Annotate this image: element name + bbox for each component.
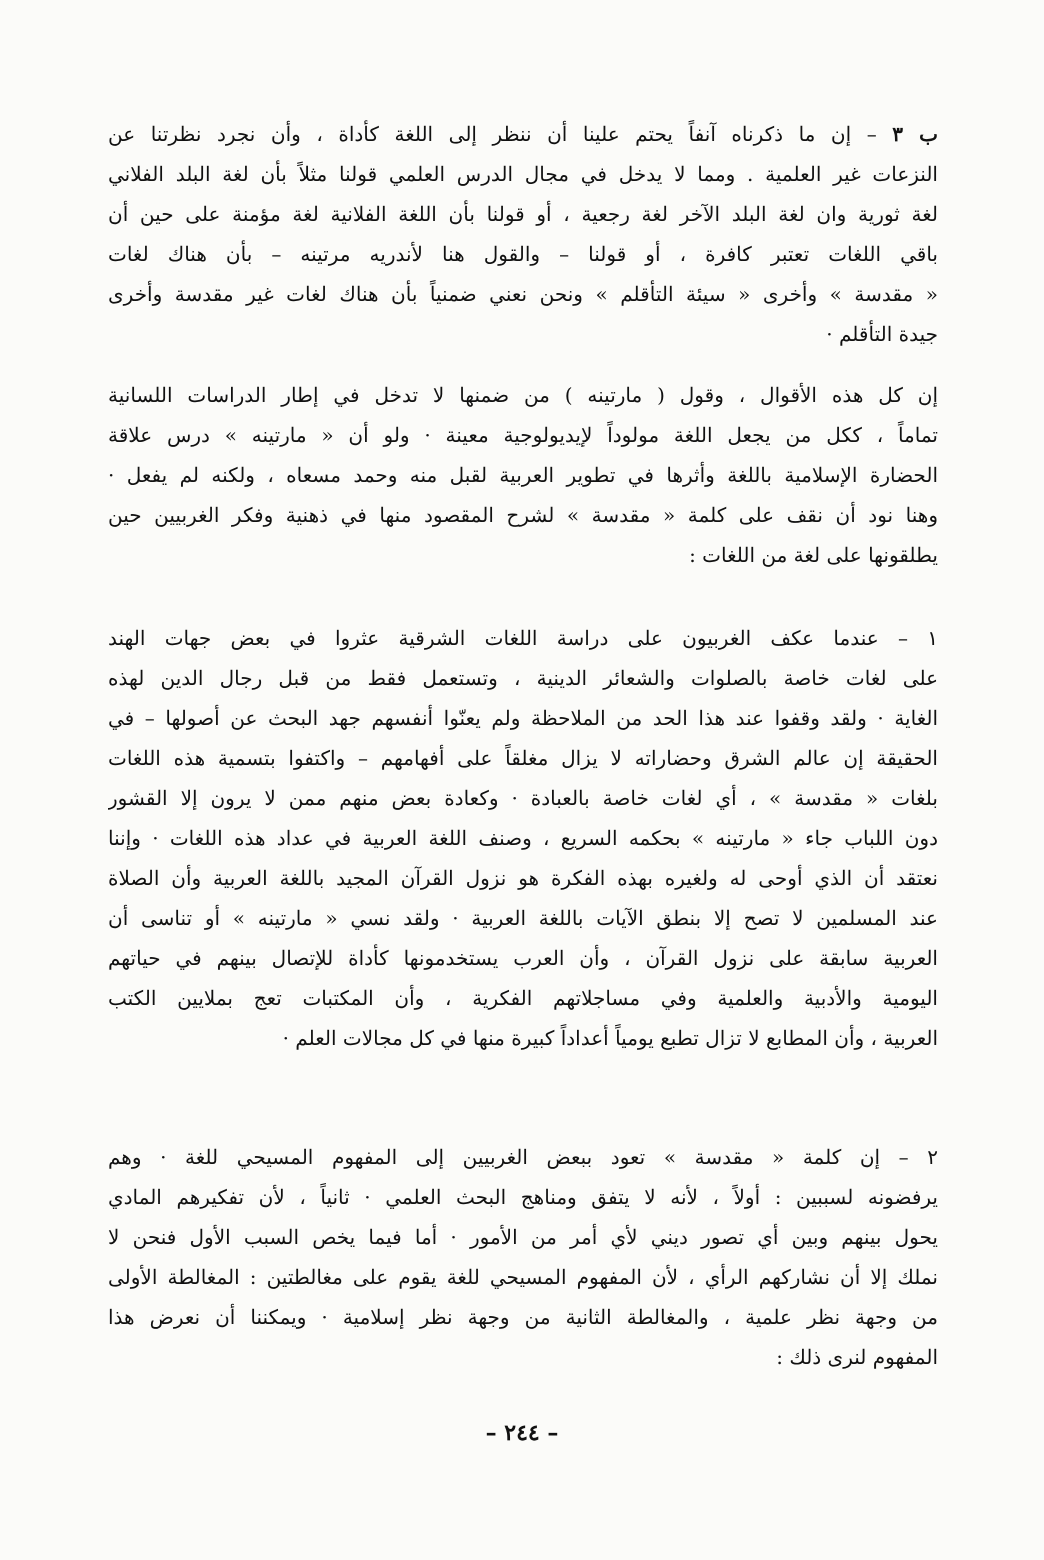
paragraph-line: يطلقونها على لغة من اللغات : (689, 543, 938, 567)
paragraph-line: ب ٣ – إن ما ذكرناه آنفاً يحتم علينا أن ننظر إلى اللغة كأداة ، وأن نجرد نظرتنا عن (108, 122, 938, 146)
paragraph-line: العربية ، وأن المطابع لا تزال تطبع يومياً أعداداً كبيرة منها في كل مجالات العلم · (282, 1026, 938, 1050)
paragraph-line: يرفضونه لسببين : أولاً ، لأنه لا يتفق ومناهج البحث العلمي · ثانياً ، لأن تفكيرهم المادي (108, 1185, 938, 1209)
paragraph-sayings (108, 375, 938, 575)
paragraph-line: اليومية والأدبية والعلمية وفي مساجلاتهم الفكرية ، وأن المكتبات تعج بملايين الكتب (108, 986, 938, 1010)
paragraph-line: تماماً ، ككل من يجعل اللغة مولوداً لإيديولوجية معينة · ولو أن « مارتينه » درس علاقة (108, 423, 938, 447)
paragraph-line: الحضارة الإسلامية باللغة وأثرها في تطوير العربية لقبل منه وحمد مسعاه ، ولكنه لم يفعل · (108, 463, 938, 487)
paragraph-line: ١ – عندما عكف الغربيون على دراسة اللغات الشرقية عثروا في بعض جهات الهند (108, 626, 938, 650)
paragraph-line: نملك إلا أن نشاركهم الرأي ، لأن المفهوم المسيحي للغة يقوم على مغالطتين : المغالطة الأولى (108, 1265, 938, 1289)
paragraph-line: دون اللباب جاء « مارتينه » بحكمه السريع ، وصنف اللغة العربية في عداد هذه اللغات · وإننا (108, 826, 938, 850)
paragraph-line: المفهوم لنرى ذلك : (776, 1345, 938, 1369)
paragraph-line: لغة ثورية وان لغة البلد الآخر لغة رجعية ، أو قولنا بأن اللغة الفلانية لغة مؤمنة على حين أن (108, 202, 938, 226)
paragraph-point-1 (108, 618, 938, 1058)
paragraph-line: من وجهة نظر علمية ، والمغالطة الثانية من وجهة نظر إسلامية · ويمكننا أن نعرض هذا (108, 1305, 938, 1329)
section-marker: ب ٣ (892, 122, 938, 146)
paragraph-line: نعتقد أن الذي أوحى له ولغيره بهذه الفكرة هو نزول القرآن المجيد باللغة العربية وأن الصلاة (108, 866, 938, 890)
paragraph-line: الغاية · ولقد وقفوا عند هذا الحد من الملاحظة ولم يعنّوا أنفسهم جهد البحث عن أصولها – في (108, 706, 938, 730)
paragraph-line: جيدة التأقلم · (826, 322, 938, 346)
paragraph-line: عند المسلمين لا تصح إلا بنطق الآيات باللغة العربية · ولقد نسي « مارتينه » أو تناسى أن (108, 906, 938, 930)
paragraph-line: العربية سابقة على نزول القرآن ، وأن العرب يستخدمونها كأداة للإتصال بينهم في حياتهم (108, 946, 938, 970)
paragraph-line: الحقيقة إن عالم الشرق وحضاراته لا يزال مغلقاً على أفهامهم – واكتفوا بتسمية هذه اللغات (108, 746, 938, 770)
paragraph-line: وهنا نود أن نقف على كلمة « مقدسة » لشرح المقصود منها في ذهنية وفكر الغربيين حين (108, 503, 938, 527)
paragraph-line: بلغات « مقدسة » ، أي لغات خاصة بالعبادة · وكعادة بعض منهم ممن لا يرون إلا القشور (108, 786, 938, 810)
paragraph-line: « مقدسة » وأخرى « سيئة التأقلم » ونحن نعني ضمنياً بأن هناك لغات غير مقدسة وأخرى (108, 282, 938, 306)
paragraph-line: باقي اللغات تعتبر كافرة ، أو قولنا – والقول هنا لأندريه مرتينه – بأن هناك لغات (108, 242, 938, 266)
paragraph-line: ٢ – إن كلمة « مقدسة » تعود ببعض الغربيين إلى المفهوم المسيحي للغة · وهم (108, 1145, 938, 1169)
paragraph-line: على لغات خاصة بالصلوات والشعائر الدينية ، وتستعمل فقط من قبل رجال الدين لهذه (108, 666, 938, 690)
paragraph-line: يحول بينهم وبين أي تصور ديني لأي أمر من الأمور · أما فيما يخص السبب الأول فنحن لا (108, 1225, 938, 1249)
paragraph-point-2 (108, 1137, 938, 1377)
paragraph-line: إن كل هذه الأقوال ، وقول ( مارتينه ) من ضمنها لا تدخل في إطار الدراسات اللسانية (108, 383, 938, 407)
paragraph-b3 (108, 114, 938, 354)
page-number: – ٢٤٤ – (485, 1420, 559, 1446)
paragraph-line: النزعات غير العلمية . ومما لا يدخل في مجال الدرس العلمي قولنا مثلاً بأن لغة البلد الفلاني (108, 162, 938, 186)
